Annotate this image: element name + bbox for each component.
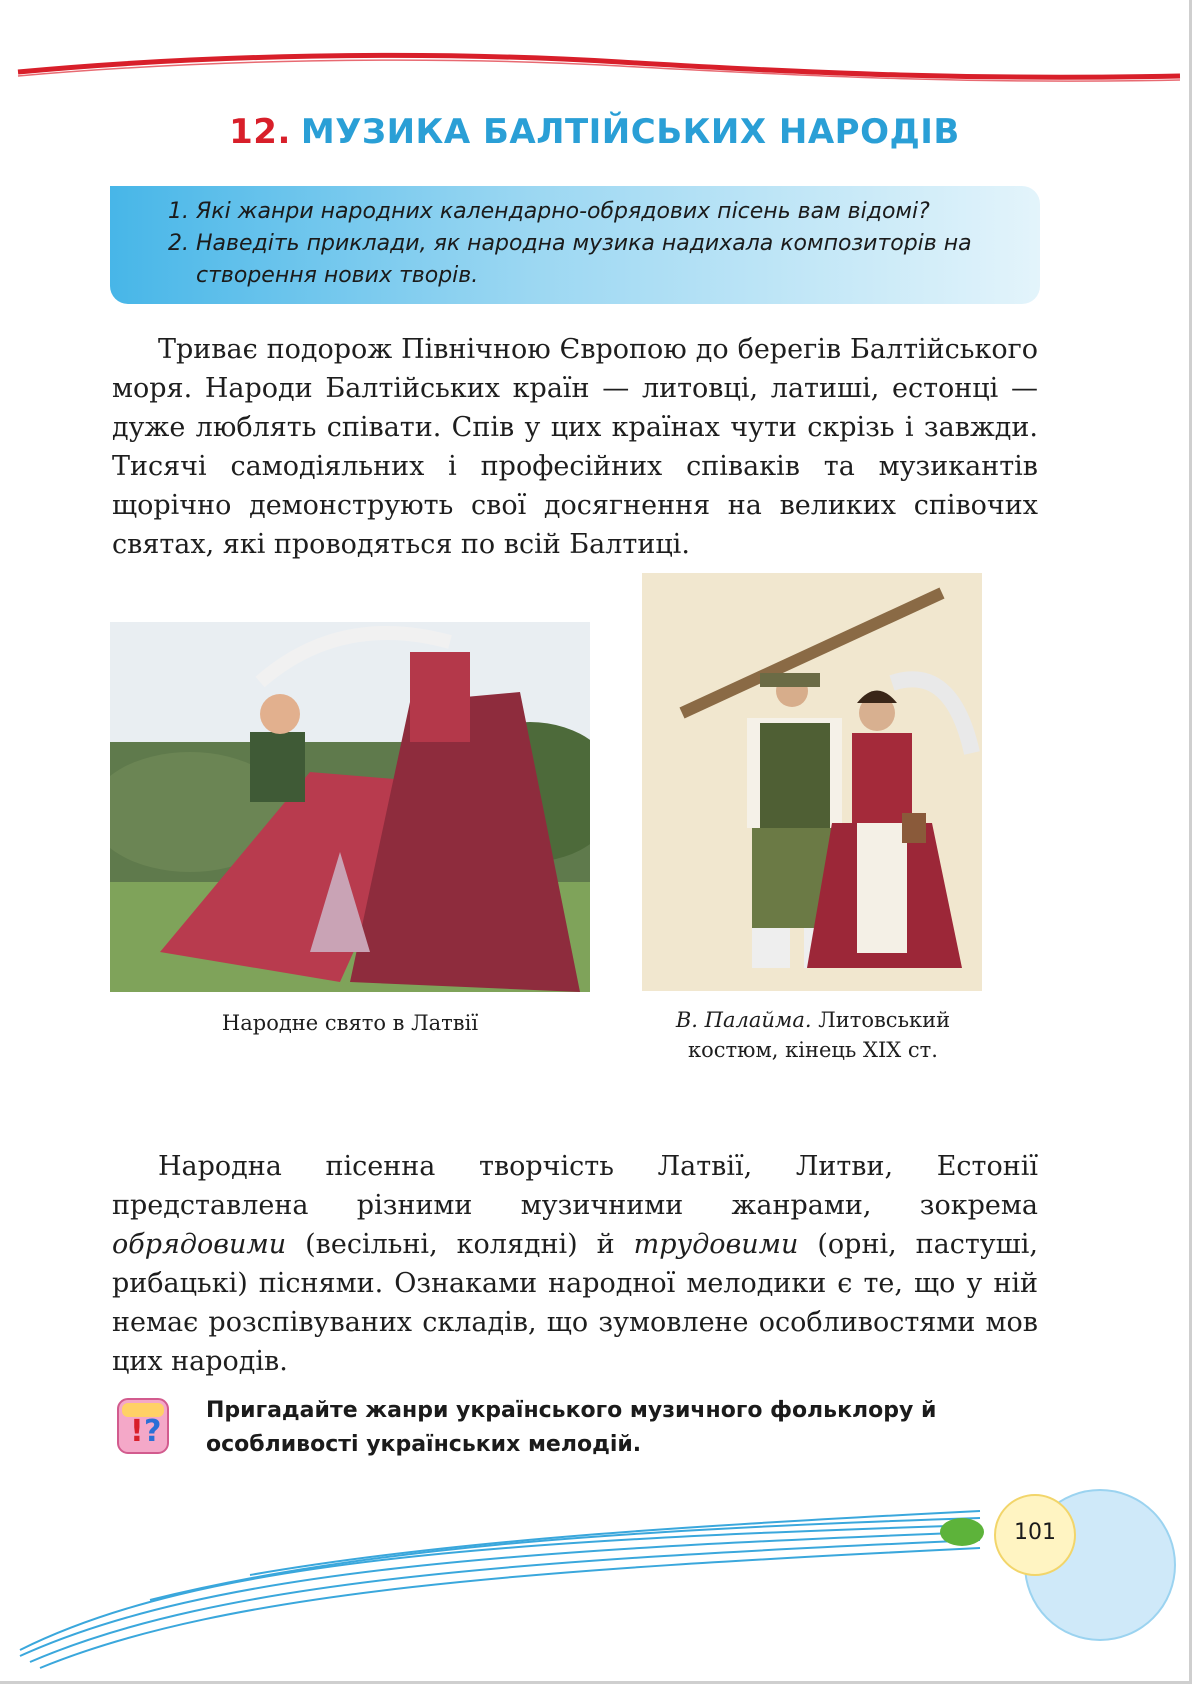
caption-right xyxy=(640,1005,986,1065)
question-item: 2. Наведіть приклади, як народна музика надихала композиторів на створення нових творів. xyxy=(196,228,1020,292)
svg-text:!: ! xyxy=(130,1414,144,1449)
bottom-wave-decoration xyxy=(0,1480,1192,1684)
illustration-lithuanian-costume xyxy=(642,573,982,991)
caption-title: Литовський костюм, кінець XIX ст. xyxy=(688,1008,951,1062)
photo-latvia-festival xyxy=(110,622,590,992)
paragraph-genres-part3: (орні, пастуші, рибацькі) піснями. Ознаками народної мелодики є те, що у ній немає розспівуваних складів, що зумовлене особливостями мов цих народів. xyxy=(112,1229,1039,1377)
paragraph-intro: Триває подорож Північною Європою до берегів Балтійського моря. Народи Балтійських країн — литовці, латиші, естонці — дуже люблять співати. Спів у цих країнах чути скрізь і завжди. Тисячі самодіяльних і професійних співаків та музикантів щорічно демонструють свої досягнення на великих співочих святах, які проводяться по всій Балтиці. xyxy=(112,334,1038,560)
top-red-wave xyxy=(0,0,1192,100)
term-ritual: обрядовими xyxy=(112,1229,287,1260)
task-text: Пригадайте жанри українського музичного фольклору й особливості українських мелодій. xyxy=(206,1398,937,1457)
question-item: 1. Які жанри народних календарно-обрядових пісень вам відомі? xyxy=(196,196,1020,228)
term-labor: трудовими xyxy=(633,1229,799,1260)
paragraph-genres-part2: (весільні, колядні) й xyxy=(286,1229,634,1260)
caption-author: В. Палайма. xyxy=(675,1008,812,1032)
page-number: 101 xyxy=(1014,1520,1056,1545)
paragraph-genres-part1: Народна пісенна творчість Латвії, Литви, Естонії представлена різними музичними жанрами, зокрема xyxy=(112,1151,1038,1221)
svg-text:?: ? xyxy=(144,1414,162,1449)
questions-box xyxy=(110,186,1040,304)
questions-list xyxy=(170,196,1020,292)
question-exclamation-icon xyxy=(114,1395,174,1457)
lesson-number: 12. xyxy=(229,112,291,152)
lesson-title xyxy=(0,112,1189,152)
paragraph-genres xyxy=(112,1147,1038,1381)
lesson-title-text: МУЗИКА БАЛТІЙСЬКИХ НАРОДІВ xyxy=(300,112,960,152)
caption-left: Народне свято в Латвії xyxy=(221,1011,479,1035)
